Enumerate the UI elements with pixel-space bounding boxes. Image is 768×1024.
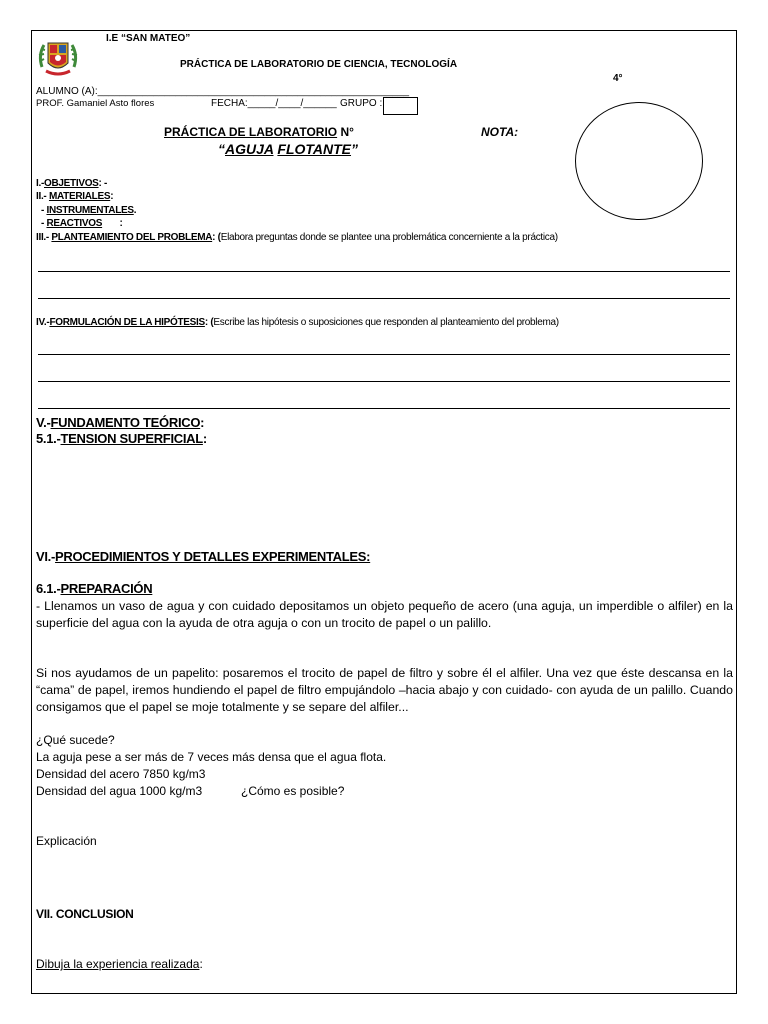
school-crest-logo xyxy=(36,37,80,81)
objetivos-prefix: I.- xyxy=(36,178,44,189)
open-quote: “ xyxy=(218,141,225,157)
answer-line xyxy=(38,354,730,355)
planteamiento-prefix: III.- xyxy=(36,232,52,243)
planteamiento-heading: PLANTEAMIENTO DEL PROBLEMA xyxy=(51,232,213,243)
subsection-preparacion xyxy=(36,581,152,596)
instrumentales-prefix: - xyxy=(36,205,47,216)
nota-label: NOTA: xyxy=(481,125,519,139)
reactivos-heading: REACTIVOS xyxy=(46,218,103,229)
objetivos-suffix: : - xyxy=(98,178,108,189)
instrumentales-heading: INSTRUMENTALES xyxy=(46,205,134,216)
section-materiales xyxy=(36,191,113,202)
professor-name: PROF. Gamaniel Asto flores xyxy=(36,98,155,109)
explanation-label: Explicación xyxy=(36,834,97,848)
fundamento-heading: FUNDAMENTO TEÓRICO xyxy=(50,415,201,430)
answer-line xyxy=(38,298,730,299)
section-objetivos xyxy=(36,178,107,189)
observation-text: La aguja pese a ser más de 7 veces más densa que el agua flota. xyxy=(36,750,387,764)
reactivos-suffix: : xyxy=(102,218,123,229)
preparacion-prefix: 6.1.- xyxy=(36,581,61,596)
grade-label: 4° xyxy=(613,73,623,84)
materiales-prefix: II.- xyxy=(36,191,49,202)
steel-density: Densidad del acero 7850 kg/m3 xyxy=(36,767,206,781)
dibuja-suffix: : xyxy=(199,957,203,971)
practice-label: PRÁCTICA DE LABORATORIO xyxy=(164,125,338,139)
practice-name-part2: FLOTANTE xyxy=(277,141,352,157)
subsection-reactivos xyxy=(36,218,123,229)
practice-name-part1: AGUJA xyxy=(225,141,274,157)
procedimientos-heading: PROCEDIMIENTOS Y DETALLES EXPERIMENTALES: xyxy=(55,549,371,564)
practice-number: N° xyxy=(337,125,354,139)
section-procedimientos xyxy=(36,549,370,564)
alumno-field: ALUMNO (A):________________________________________________________ xyxy=(36,86,410,97)
preparacion-heading: PREPARACIÓN xyxy=(60,581,153,596)
practice-number-title xyxy=(164,125,354,139)
materiales-heading: MATERIALES xyxy=(48,191,111,202)
materiales-suffix: : xyxy=(110,191,114,202)
procedimientos-prefix: VI.- xyxy=(36,549,56,564)
tension-suffix: : xyxy=(202,431,207,446)
fundamento-prefix: V.- xyxy=(36,415,51,430)
dibuja-text: Dibuja la experiencia realizada xyxy=(36,957,200,971)
question-how-possible: ¿Cómo es posible? xyxy=(241,784,345,798)
practice-name xyxy=(218,141,358,157)
grupo-input-box xyxy=(383,97,418,115)
planteamiento-instructions: Elabora preguntas donde se plantee una problemática concerniente a la práctica) xyxy=(220,232,558,243)
tension-heading: TENSION SUPERFICIAL xyxy=(60,431,203,446)
section-hipotesis xyxy=(36,317,559,328)
school-name: I.E “SAN MATEO” xyxy=(106,33,191,44)
section-conclusion: VII. CONCLUSION xyxy=(36,907,134,921)
fecha-field: FECHA:_____/____/______ xyxy=(211,98,337,109)
answer-line xyxy=(38,271,730,272)
instrumentales-suffix: . xyxy=(133,205,137,216)
close-quote: ” xyxy=(351,141,359,157)
grade-circle xyxy=(575,102,703,220)
reactivos-prefix: - xyxy=(36,218,47,229)
practice-header-title: PRÁCTICA DE LABORATORIO DE CIENCIA, TECNOLOGÍA xyxy=(180,59,458,70)
subsection-tension xyxy=(36,431,207,446)
answer-line xyxy=(38,381,730,382)
hipotesis-suffix: : ( xyxy=(204,317,214,328)
grupo-label: GRUPO : xyxy=(340,98,383,109)
question-what-happens: ¿Qué sucede? xyxy=(36,733,115,747)
procedure-paragraph-2: Si nos ayudamos de un papelito: posaremos el trocito de papel de filtro y sobre él el alfiler. Una vez que éste descansa en la “cama” de papel, iremos hundiendo el papel de filtro empujándolo –hacia abajo y con cuidado- con ayuda de un palillo. Cuando consigamos que el papel se moje totalmente y se separe del alfiler... xyxy=(36,666,733,714)
objetivos-heading: OBJETIVOS xyxy=(44,178,99,189)
hipotesis-prefix: IV.- xyxy=(36,317,50,328)
tension-prefix: 5.1.- xyxy=(36,431,61,446)
section-fundamento xyxy=(36,415,204,430)
answer-line xyxy=(38,408,730,409)
hipotesis-instructions: Escribe las hipótesis o suposiciones que responden al planteamiento del problema) xyxy=(213,317,559,328)
planteamiento-suffix: : ( xyxy=(212,232,221,243)
drawing-instruction xyxy=(36,957,203,971)
section-planteamiento xyxy=(36,232,558,243)
subsection-instrumentales xyxy=(36,205,136,216)
water-density: Densidad del agua 1000 kg/m3 xyxy=(36,784,203,798)
hipotesis-heading: FORMULACIÓN DE LA HIPÓTESIS xyxy=(49,317,205,328)
procedure-paragraph-1: - Llenamos un vaso de agua y con cuidado depositamos un objeto pequeño de acero (una aguja, un imperdible o alfiler) en la superficie del agua con la ayuda de otra aguja o con un trocito de papel o un palillo. xyxy=(36,599,733,630)
fundamento-suffix: : xyxy=(200,415,205,430)
